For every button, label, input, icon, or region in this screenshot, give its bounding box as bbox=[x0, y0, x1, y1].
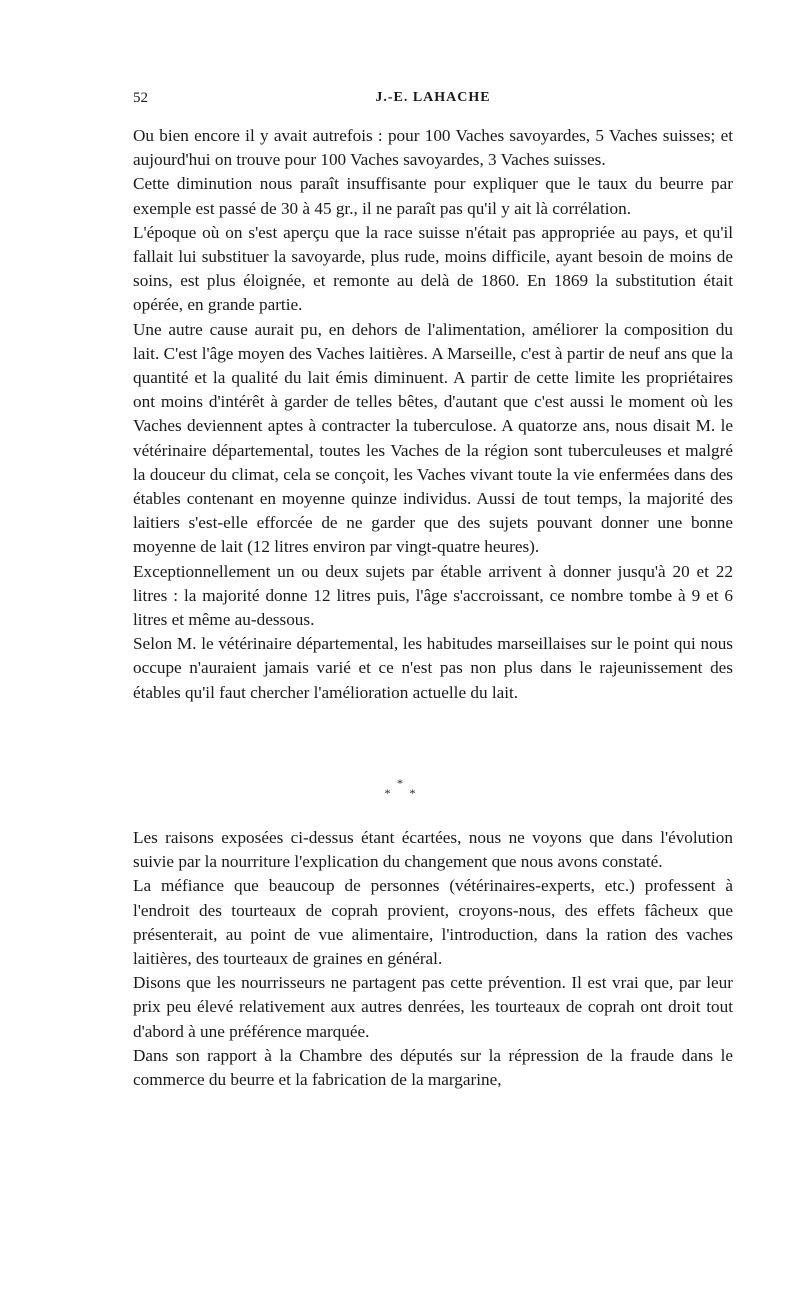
page-number: 52 bbox=[133, 90, 148, 106]
paragraph: Selon M. le vétérinaire départemental, les habitudes marseillaises sur le point qui nous occupe n'auraient jamais varié et ce n'est pas non plus dans le rajeunissement des étables qu'il faut chercher l'amélioration actuelle du lait. bbox=[133, 634, 733, 702]
paragraph: Cette diminution nous paraît insuffisante pour expliquer que le taux du beurre par exemple est passé de 30 à 45 gr., il ne paraît pas qu'il y ait là corrélation. bbox=[133, 174, 733, 218]
paragraph: La méfiance que beaucoup de personnes (vétérinaires-experts, etc.) professent à l'endroit des tourteaux de coprah provient, croyons-nous, des effets fâcheux que présenterait, au point de vue alimentaire, l'introduction, dans la ration des vaches laitières, des tourteaux de graines en général. bbox=[133, 876, 733, 969]
paragraph: Disons que les nourrisseurs ne partagent pas cette prévention. Il est vrai que, par leur prix peu élevé relativement aux autres denrées, les tourteaux de coprah ont droit tout d'abord à une préférence marquée. bbox=[133, 973, 733, 1041]
paragraph: Les raisons exposées ci-dessus étant écartées, nous ne voyons que dans l'évolution suivie par la nourriture l'explication du changement que nous avons constaté. bbox=[133, 828, 733, 872]
asterism-top: * bbox=[397, 776, 403, 790]
paragraph: Une autre cause aurait pu, en dehors de l'alimentation, améliorer la composition du lait. C'est l'âge moyen des Vaches laitières. A Marseille, c'est à partir de neuf ans que la quantité et la qualité du lait émis diminuent. A partir de cette limite les propriétaires ont moins d'intérêt à garder de telles bêtes, d'autant que c'est aussi le moment où les Vaches deviennent aptes à contracter la tuberculose. A quatorze ans, nous disait M. le vétérinaire départemental, toutes les Vaches de la région sont tuberculeuses et malgré la douceur du climat, cela se conçoit, les Vaches vivant toute la vie enfermées dans des étables contenant en moyenne quinze individus. Aussi de tout temps, la majorité des laitiers s'est-elle efforcée de ne garder que des sujets pouvant donner une bonne moyenne de lait (12 litres environ par vingt-quatre heures). bbox=[133, 319, 733, 557]
asterism-separator bbox=[0, 778, 800, 798]
text-block-before-separator bbox=[133, 124, 733, 705]
paragraph: Ou bien encore il y avait autrefois : pour 100 Vaches savoyardes, 5 Vaches suisses; et aujourd'hui on trouve pour 100 Vaches savoyardes, 3 Vaches suisses. bbox=[133, 126, 733, 170]
page-header bbox=[133, 90, 733, 114]
paragraph: L'époque où on s'est aperçu que la race suisse n'était pas appropriée au pays, et qu'il fallait lui substituer la savoyarde, plus rude, moins difficile, ayant besoin de moins de soins, est plus éloignée, et remonte au delà de 1860. En 1869 la substitution était opérée, en grande partie. bbox=[133, 222, 733, 315]
paragraph: Dans son rapport à la Chambre des députés sur la répression de la fraude dans le commerce du beurre et la fabrication de la margarine, bbox=[133, 1045, 733, 1090]
running-head: J.-E. LAHACHE bbox=[375, 90, 491, 105]
text-block-after-separator bbox=[133, 826, 733, 1092]
paragraph: Exceptionnellement un ou deux sujets par étable arrivent à donner jusqu'à 20 et 22 litres : la majorité donne 12 litres puis, l'âge s'accroissant, ce nombre tombe à 9 et 6 litres et même au-dessous. bbox=[133, 561, 733, 630]
asterism-bottom: * * bbox=[384, 786, 424, 800]
